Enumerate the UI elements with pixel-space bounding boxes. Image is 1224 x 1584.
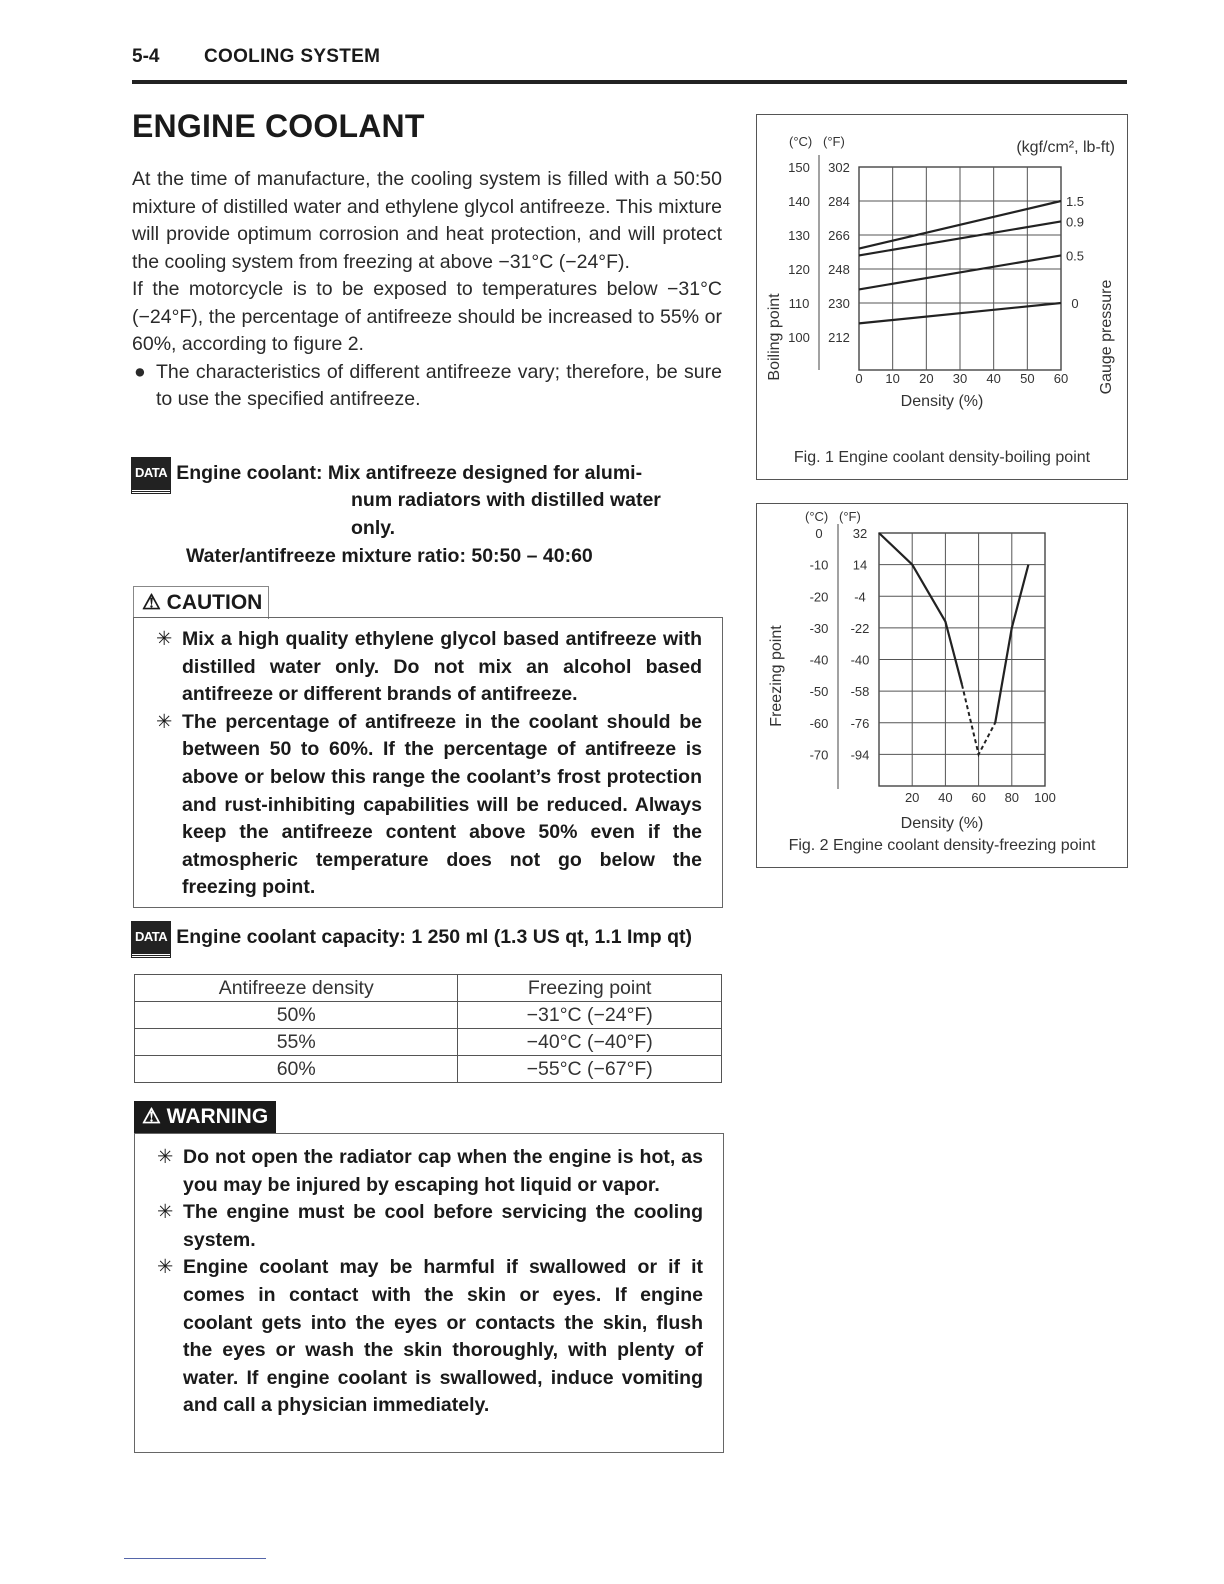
caution-item xyxy=(156,709,702,902)
fahrenheit-tick-label: -76 xyxy=(850,715,870,731)
pressure-tick-label: 0.5 xyxy=(1065,248,1085,264)
coolant-spec-line3: only. xyxy=(351,517,396,539)
table-cell: 50% xyxy=(135,1002,458,1029)
table-cell: −55°C (−67°F) xyxy=(458,1056,722,1083)
unit-fahrenheit: (°F) xyxy=(839,509,861,524)
celsius-tick-label: -50 xyxy=(809,684,829,700)
celsius-tick-label: 100 xyxy=(788,330,810,345)
celsius-tick-label: -60 xyxy=(809,715,829,731)
data-lines xyxy=(879,533,1028,754)
fahrenheit-tick-label: 248 xyxy=(828,262,850,277)
pressure-tick-label: 1.5 xyxy=(1065,194,1085,209)
capacity-spec xyxy=(132,922,692,957)
fahrenheit-tick-label: 266 xyxy=(828,228,850,243)
asterisk-icon: ✳ xyxy=(157,1146,174,1168)
pressure-tick-label: 0 xyxy=(1071,296,1079,311)
fahrenheit-tick-label: -22 xyxy=(850,620,870,636)
x-tick-label: 40 xyxy=(986,371,1001,386)
fahrenheit-tick-label: 230 xyxy=(828,296,850,311)
x-tick-label: 0 xyxy=(855,371,863,386)
asterisk-icon: ✳ xyxy=(157,1256,174,1279)
table-header-row xyxy=(135,975,722,1002)
celsius-tick-label: -70 xyxy=(809,747,829,763)
x-axis-label: Density (%) xyxy=(900,393,984,410)
table-header: Antifreeze density xyxy=(135,975,458,1002)
celsius-tick-label: 120 xyxy=(788,262,810,277)
warning-item xyxy=(157,1199,703,1254)
page-header xyxy=(132,44,1127,84)
fahrenheit-tick-label: -94 xyxy=(850,747,870,763)
bullet-icon: ● xyxy=(134,360,146,383)
x-tick-label: 20 xyxy=(919,371,934,386)
freezing-point-chart xyxy=(757,504,1127,867)
fahrenheit-tick-label: 32 xyxy=(852,526,868,541)
table-cell: 60% xyxy=(135,1056,458,1083)
figure-2 xyxy=(756,503,1128,868)
x-tick-label: 30 xyxy=(952,371,968,386)
footer-rule xyxy=(124,1558,266,1559)
fahrenheit-tick-label: 284 xyxy=(828,194,850,209)
warning-item xyxy=(157,1144,703,1199)
series-line xyxy=(879,533,962,685)
fahrenheit-tick-label: 212 xyxy=(828,330,850,345)
table-cell: 55% xyxy=(135,1029,458,1056)
warning-label-text: WARNING xyxy=(166,1105,269,1128)
page-number: 5-4 xyxy=(132,46,160,67)
caution-label xyxy=(133,586,269,619)
x-tick-label: 10 xyxy=(885,371,900,386)
grid xyxy=(859,167,1061,370)
tick-labels xyxy=(810,526,1056,805)
y-axis-label: Boiling point xyxy=(766,293,783,381)
y2-axis-label: Gauge pressure xyxy=(1098,279,1115,395)
section-title: COOLING SYSTEM xyxy=(204,46,381,67)
boiling-point-chart xyxy=(757,115,1127,479)
figure-caption: Fig. 1 Engine coolant density-boiling point xyxy=(793,449,1091,466)
table-cell: −40°C (−40°F) xyxy=(458,1029,722,1056)
fahrenheit-tick-label: -40 xyxy=(850,652,870,668)
caution-label-text: CAUTION xyxy=(166,591,263,614)
x-tick-label: 60 xyxy=(1053,371,1069,386)
x-axis-label: Density (%) xyxy=(900,815,984,832)
celsius-tick-label: -20 xyxy=(809,589,829,605)
data-icon: DATA xyxy=(132,922,170,957)
x-tick-label: 40 xyxy=(938,790,953,805)
x-tick-label: 100 xyxy=(1034,790,1056,805)
warning-label xyxy=(134,1101,276,1133)
x-tick-label: 50 xyxy=(1020,371,1035,386)
coolant-spec-label: Engine coolant: xyxy=(176,462,323,484)
celsius-tick-label: -40 xyxy=(809,652,829,668)
caution-item xyxy=(156,626,702,709)
table-header: Freezing point xyxy=(458,975,722,1002)
unit-celsius: (°C) xyxy=(805,509,829,524)
tick-labels xyxy=(788,160,1084,386)
asterisk-icon: ✳ xyxy=(156,628,173,650)
warning-item xyxy=(157,1254,703,1420)
unit-celsius: (°C) xyxy=(789,134,813,149)
unit-fahrenheit: (°F) xyxy=(823,134,845,149)
celsius-tick-label: 140 xyxy=(788,194,810,209)
y-axis-label: Freezing point xyxy=(768,625,785,727)
coolant-spec-line2: num radiators with distilled water xyxy=(351,489,661,511)
intro-text xyxy=(132,166,722,414)
page-title: ENGINE COOLANT xyxy=(132,108,425,144)
capacity-spec-text: Engine coolant capacity: 1 250 ml (1.3 US qt, 1.1 Imp qt) xyxy=(176,926,692,948)
warning-item-text: Do not open the radiator cap when the engine is hot, as you may be injured by escaping hot liquid or vapor. xyxy=(183,1146,703,1196)
freezing-point-table xyxy=(134,974,722,1083)
warning-box xyxy=(134,1133,724,1453)
celsius-tick-label: -10 xyxy=(809,557,829,573)
mixture-ratio: Water/antifreeze mixture ratio: 50:50 – 40:60 xyxy=(186,545,593,567)
x-tick-label: 80 xyxy=(1004,790,1020,805)
intro-paragraph-1: At the time of manufacture, the cooling system is filled with a 50:50 mixture of distilled water and ethylene glycol antifreeze. This mixture will provide optimum corrosion and heat protection, and will protect the cooling system from freezing at above −31°C (−24°F). xyxy=(132,168,722,273)
caution-item-text: Mix a high quality ethylene glycol based antifreeze with distilled water only. Do not mix an alcohol based antifreeze or different brands of antifreeze. xyxy=(182,628,702,706)
grid xyxy=(879,533,1045,786)
data-icon: DATA xyxy=(132,458,170,493)
warning-triangle-icon: ⚠ xyxy=(142,591,161,614)
unit-pressure: (kgf/cm², lb-ft) xyxy=(1016,139,1115,156)
warning-item-text: Engine coolant may be harmful if swallowed or if it comes in contact with the skin or eyes. If engine coolant gets into the eyes or contacts the skin, flush the eyes or wash the skin thoroughly, with plenty of water. If engine coolant is swallowed, induce vomiting and call a physician immediately. xyxy=(183,1256,703,1417)
warning-triangle-icon: ⚠ xyxy=(142,1105,161,1128)
fahrenheit-tick-label: 302 xyxy=(828,160,850,175)
caution-item-text: The percentage of antifreeze in the coolant should be between 50 to 60%. If the percentage of antifreeze is above or below this range the coolant’s frost protection and rust-inhibiting capabilities will be reduced. Always keep the antifreeze content above 50% even if the atmospheric temperature does not go below the freezing point. xyxy=(182,710,702,899)
table-row xyxy=(135,1029,722,1056)
celsius-tick-label: 130 xyxy=(788,228,810,243)
fahrenheit-tick-label: -58 xyxy=(850,684,870,700)
fahrenheit-tick-label: 14 xyxy=(852,557,868,573)
caution-box xyxy=(133,617,723,908)
asterisk-icon: ✳ xyxy=(157,1201,174,1224)
intro-bullet xyxy=(132,359,722,414)
celsius-tick-label: 150 xyxy=(788,160,810,175)
x-tick-label: 20 xyxy=(904,790,920,805)
celsius-tick-label: 110 xyxy=(788,296,810,311)
table-row xyxy=(135,1056,722,1083)
x-tick-label: 60 xyxy=(971,790,986,805)
table-cell: −31°C (−24°F) xyxy=(458,1002,722,1029)
celsius-tick-label: 0 xyxy=(815,526,823,541)
coolant-spec-line1: Mix antifreeze designed for alumi- xyxy=(327,462,643,484)
figure-1 xyxy=(756,114,1128,480)
asterisk-icon: ✳ xyxy=(156,710,173,733)
celsius-tick-label: -30 xyxy=(809,620,829,636)
coolant-spec xyxy=(132,458,732,567)
intro-paragraph-2: If the motorcycle is to be exposed to temperatures below −31°C (−24°F), the percentage of antifreeze should be increased to 55% or 60%, according to figure 2. xyxy=(132,278,722,355)
fahrenheit-tick-label: -4 xyxy=(854,589,866,605)
table-row xyxy=(135,1002,722,1029)
warning-item-text: The engine must be cool before servicing the cooling system. xyxy=(183,1201,703,1251)
intro-bullet-text: The characteristics of different antifreeze vary; therefore, be sure to use the specified antifreeze. xyxy=(156,360,722,410)
figure-caption: Fig. 2 Engine coolant density-freezing point xyxy=(788,837,1096,854)
pressure-tick-label: 0.9 xyxy=(1065,214,1085,230)
